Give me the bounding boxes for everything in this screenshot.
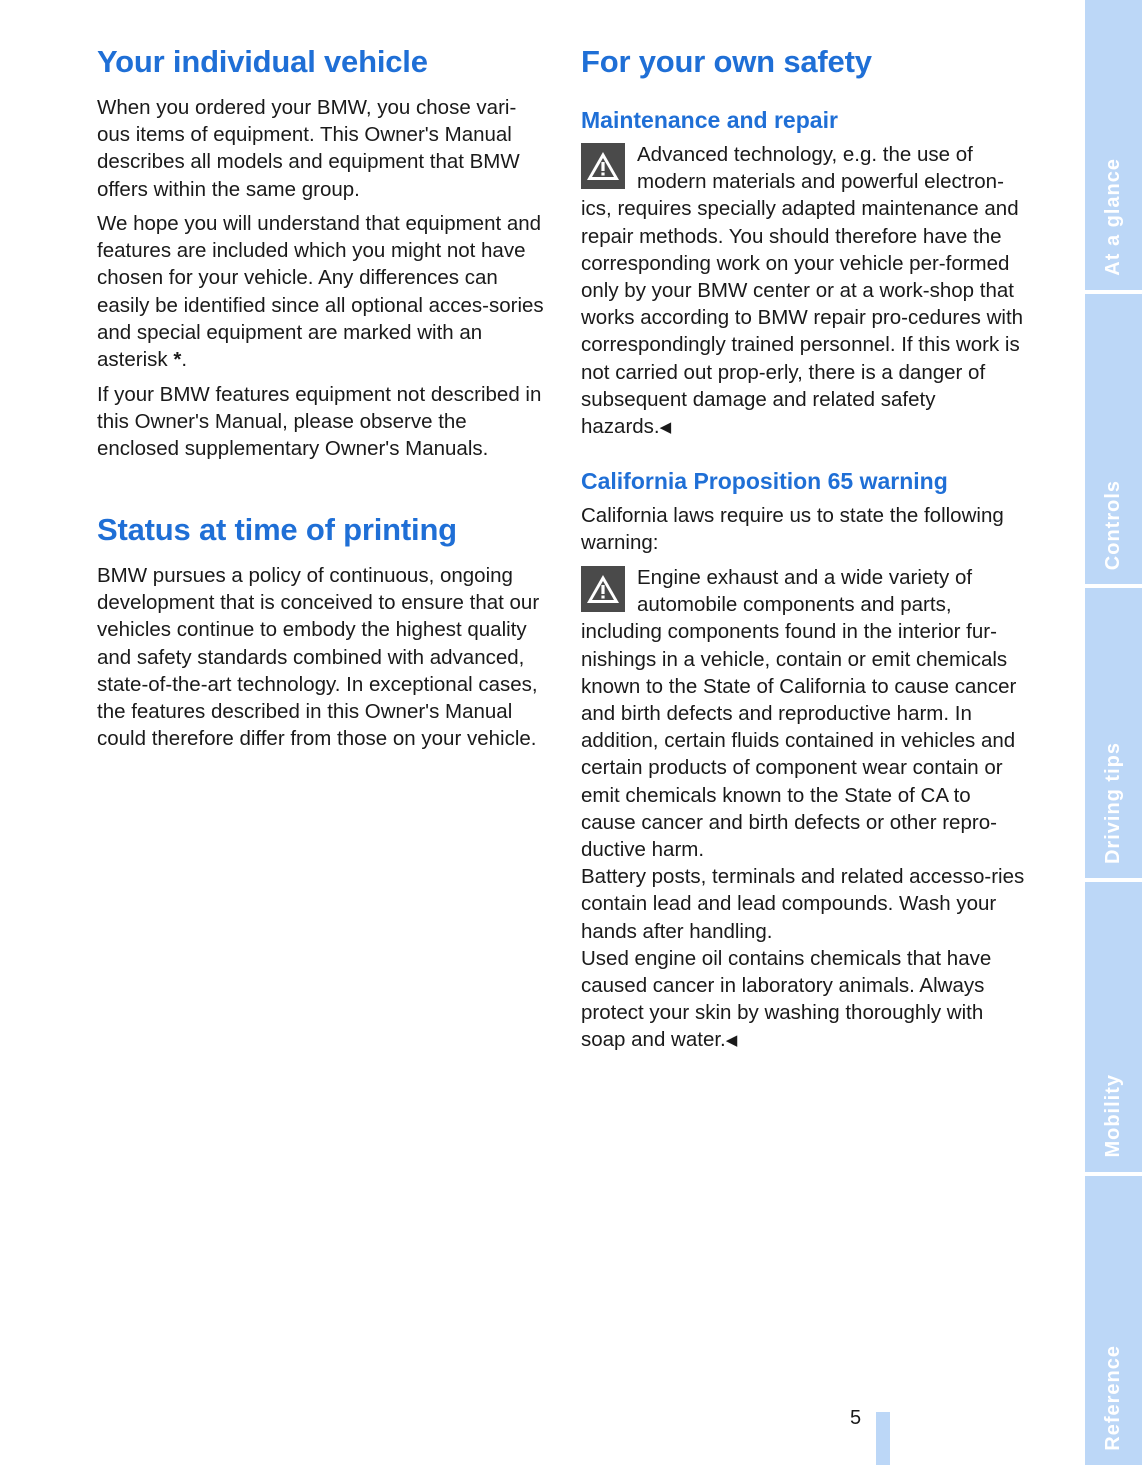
asterisk-symbol: * <box>173 348 182 372</box>
paragraph-differences: We hope you will understand that equipment and features are included which you might not have chosen for your vehicle. Any differences can easily be identified since all optional acces-sories and special equipment are marked with an asterisk *. <box>97 212 544 372</box>
warning-triangle-icon <box>581 566 625 612</box>
tab-label: Driving tips <box>1102 741 1124 864</box>
paragraph-prop65-intro: California laws require us to state the following warning: <box>581 504 1004 555</box>
end-mark-icon: ◀ <box>659 419 672 437</box>
tab-reference[interactable] <box>1085 1176 1142 1465</box>
warning-maintenance <box>581 141 1027 441</box>
paragraph-supplementary: If your BMW features equipment not described in this Owner's Manual, please observe the enclosed supplementary Owner's Manuals. <box>97 383 542 461</box>
warning-prop65-text-3: Used engine oil contains chemicals that have caused cancer in laboratory animals. Always protect your skin by washing thoroughly with soap and water. <box>581 946 992 1052</box>
tab-mobility[interactable] <box>1085 882 1142 1172</box>
warning-prop65-text-1: Engine exhaust and a wide variety of automobile components and parts, including components found in the interior fur-nishings in a vehicle, contain or emit chemicals known to the State of California to cause cancer and birth defects and reproductive harm. In addition, certain fluids contained in vehicles and certain products of component wear contain or emit chemicals known to the State of CA to cause cancer and birth defects or other repro-ductive harm. <box>581 566 1017 862</box>
subtitle-prop65: California Proposition 65 warning <box>581 468 948 494</box>
warning-prop65-text-2: Battery posts, terminals and related accesso-ries contain lead and lead compounds. Wash your hands after handling. <box>581 865 1025 943</box>
section-title-own-safety: For your own safety <box>581 44 872 79</box>
tab-at-a-glance[interactable] <box>1085 0 1142 290</box>
tab-label: Reference <box>1102 1345 1124 1451</box>
section-title-status-printing: Status at time of printing <box>97 512 457 547</box>
tab-label: At a glance <box>1102 158 1124 276</box>
tab-label: Controls <box>1102 479 1124 570</box>
tab-label: Mobility <box>1102 1074 1124 1158</box>
tab-controls[interactable] <box>1085 294 1142 584</box>
section-title-individual-vehicle: Your individual vehicle <box>97 44 428 79</box>
end-mark-icon: ◀ <box>725 1032 738 1050</box>
paragraph-differences-text: We hope you will understand that equipment and features are included which you might not have chosen for your vehicle. Any differences can easily be identified since all optional acces-sories and special equipment are marked with an asterisk <box>97 212 544 372</box>
page-marker-bar <box>876 1412 890 1465</box>
warning-maintenance-text: Advanced technology, e.g. the use of modern materials and powerful electron-ics, requires specially adapted maintenance and repair methods. You should therefore have the corresponding work on your vehicle per-formed only by your BMW center or at a work-shop that works according to BMW repair pro-cedures with correspondingly trained personnel. If this work is not carried out prop-erly, there is a danger of subsequent damage and related safety hazards. <box>581 143 1024 439</box>
paragraph-status: BMW pursues a policy of continuous, ongoing development that is conceived to ensure that our vehicles continue to embody the highest quality and safety standards combined with advanced, state-of-the-art technology. In exceptional cases, the features described in this Owner's Manual could therefore differ from those on your vehicle. <box>97 564 540 751</box>
warning-triangle-icon <box>581 143 625 189</box>
subtitle-maintenance-repair: Maintenance and repair <box>581 107 838 133</box>
paragraph-equipment: When you ordered your BMW, you chose vari-ous items of equipment. This Owner's Manual describes all models and equipment that BMW offers within the same group. <box>97 96 520 201</box>
page-number: 5 <box>850 1407 862 1429</box>
warning-prop65 <box>581 564 1027 1055</box>
tab-driving-tips[interactable] <box>1085 588 1142 878</box>
chapter-sidebar <box>1085 0 1142 1465</box>
